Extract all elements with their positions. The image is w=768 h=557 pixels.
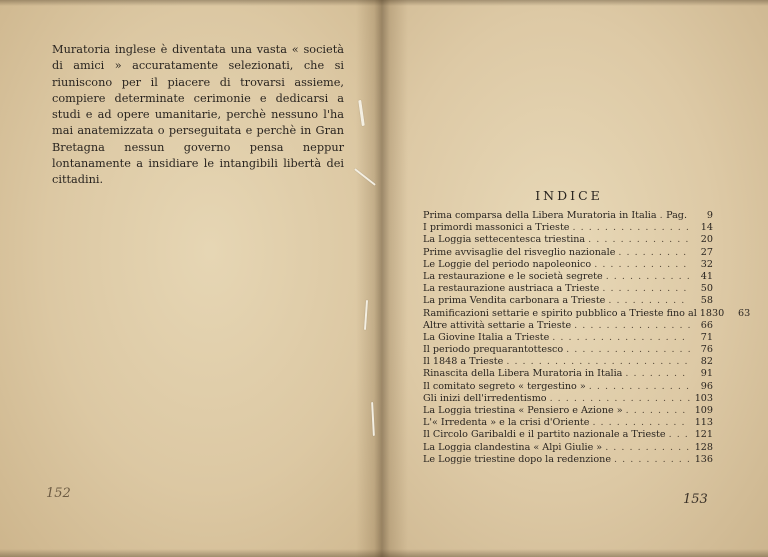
- toc-entry-page: 27: [700, 246, 713, 258]
- toc-entry: [423, 429, 713, 441]
- page-edge-bottom: [0, 549, 768, 557]
- toc-entry-title: Le Loggie triestine dopo la redenzione: [423, 453, 612, 465]
- toc-dot-leader: [552, 332, 690, 344]
- toc-dot-leader: [660, 210, 663, 222]
- toc-dot-leader: [589, 381, 690, 393]
- toc-entry-page: 113: [694, 417, 713, 429]
- toc-entry: [423, 271, 713, 283]
- right-page-number: 153: [683, 492, 708, 507]
- toc-entry: [423, 320, 713, 332]
- toc-dot-leader: [626, 405, 690, 417]
- toc-entry-title: La Loggia triestina « Pensiero e Azione »: [423, 405, 623, 416]
- toc-entry-page: 128: [694, 441, 713, 453]
- toc-entry: [423, 210, 713, 222]
- toc-entry-title: Gli inizi dell'irredentismo: [423, 392, 547, 404]
- toc-entry-page: 32: [700, 258, 713, 270]
- toc-dot-leader: [594, 259, 690, 271]
- toc-entry: [423, 417, 713, 429]
- toc-entry: [423, 381, 713, 393]
- toc-entry-page: 103: [694, 392, 713, 404]
- toc-dot-leader: [506, 356, 690, 368]
- index-title: INDICE: [535, 188, 603, 203]
- toc-entry-page: 63: [738, 307, 751, 319]
- toc-dot-leader: [669, 429, 690, 441]
- left-page: [0, 0, 382, 557]
- toc-dot-leader: [588, 234, 690, 246]
- toc-entry-page: 50: [700, 283, 713, 295]
- toc-entry: [423, 393, 713, 405]
- toc-entry-page: 71: [700, 331, 713, 343]
- toc-entry-title: La restaurazione austriaca a Trieste: [423, 283, 600, 295]
- toc-entry-title: Prime avvisaglie del risveglio nazionale: [423, 246, 616, 258]
- toc-entry-title: Il 1848 a Trieste: [423, 356, 504, 368]
- toc-entry: [423, 356, 713, 368]
- toc-entry: [423, 222, 713, 234]
- toc-entry: [423, 307, 751, 320]
- table-of-contents: [423, 210, 751, 466]
- toc-entry-title: La Giovine Italia a Trieste: [423, 331, 550, 343]
- left-page-text: Muratoria inglese è diventata una vasta « società di amici » accuratamente selezionati, che si riuniscono per il piacere di trovarsi assieme, compiere determinate cerimonie e dedicarsi a studi e ad opere umanitarie, perchè nessuno l'ha mai anatemizzata o perseguitata e perchè in Gran Bretagna nessun governo pensa neppur lontanamente a insidiare le intangibili libertà dei cittadini.: [52, 43, 344, 187]
- toc-dot-leader: [574, 320, 690, 332]
- toc-entry-title: Il Circolo Garibaldi e il partito nazionale a Trieste: [423, 429, 666, 441]
- toc-dot-leader: [573, 222, 691, 234]
- toc-dot-leader: [618, 247, 690, 259]
- toc-pag-label: Pag.: [666, 210, 687, 221]
- toc-entry-page: 91: [700, 368, 713, 380]
- toc-entry: [423, 247, 713, 259]
- toc-entry-title: I primordi massonici a Trieste: [423, 222, 570, 234]
- toc-entry-title: Le Loggie del periodo napoleonico: [423, 258, 592, 270]
- toc-dot-leader: [605, 442, 690, 454]
- toc-entry-title: Altre attività settarie a Trieste: [423, 319, 572, 331]
- toc-entry-title: Ramificazioni settarie e spirito pubblico a Trieste fino al 1830: [423, 307, 725, 319]
- toc-dot-leader: [614, 454, 690, 466]
- toc-entry-title: La restaurazione e le società segrete: [423, 270, 603, 282]
- toc-entry-page: 82: [700, 356, 713, 368]
- toc-entry-title: La prima Vendita carbonara a Trieste: [423, 295, 606, 307]
- toc-entry: [423, 332, 713, 344]
- toc-dot-leader: [566, 344, 690, 356]
- toc-entry-page: 136: [694, 453, 713, 465]
- toc-entry-page: 66: [700, 319, 713, 331]
- toc-entry-page: 76: [700, 344, 713, 356]
- toc-entry-title: Prima comparsa della Libera Muratoria in Italia: [423, 210, 657, 221]
- toc-entry: [423, 234, 713, 246]
- toc-dot-leader: [592, 417, 690, 429]
- toc-entry: [423, 442, 713, 454]
- toc-entry-page: 121: [694, 429, 713, 441]
- toc-dot-leader: [602, 283, 690, 295]
- toc-entry-page: 41: [700, 270, 713, 282]
- toc-entry-page: 96: [700, 380, 713, 392]
- toc-dot-leader: [550, 393, 690, 405]
- toc-entry-title: Il comitato segreto « tergestino »: [423, 380, 586, 392]
- toc-dot-leader: [608, 295, 690, 307]
- toc-entry: [423, 295, 713, 307]
- toc-entry: [423, 259, 713, 271]
- toc-entry-page: 14: [700, 222, 713, 234]
- page-edge-top: [0, 0, 768, 6]
- toc-entry: [423, 454, 713, 466]
- toc-entry: [423, 405, 713, 417]
- toc-entry-title: La Loggia clandestina « Alpi Giulie »: [423, 441, 603, 453]
- toc-entry-page: 9: [706, 210, 713, 221]
- toc-dot-leader: [606, 271, 690, 283]
- toc-entry: [423, 283, 713, 295]
- toc-entry-page: 109: [694, 405, 713, 416]
- toc-entry: [423, 344, 713, 356]
- toc-entry-page: 20: [700, 234, 713, 246]
- toc-entry-title: La Loggia settecentesca triestina: [423, 234, 586, 246]
- toc-entry-title: Il periodo prequarantottesco: [423, 344, 564, 356]
- toc-entry-title: Rinascita della Libera Muratoria in Italia: [423, 368, 623, 380]
- left-page-number: 152: [46, 486, 71, 501]
- toc-entry-page: 58: [700, 295, 713, 307]
- toc-entry-title: L'« Irredenta » e la crisi d'Oriente: [423, 417, 590, 429]
- toc-entry: [423, 368, 713, 380]
- toc-dot-leader: [625, 368, 690, 380]
